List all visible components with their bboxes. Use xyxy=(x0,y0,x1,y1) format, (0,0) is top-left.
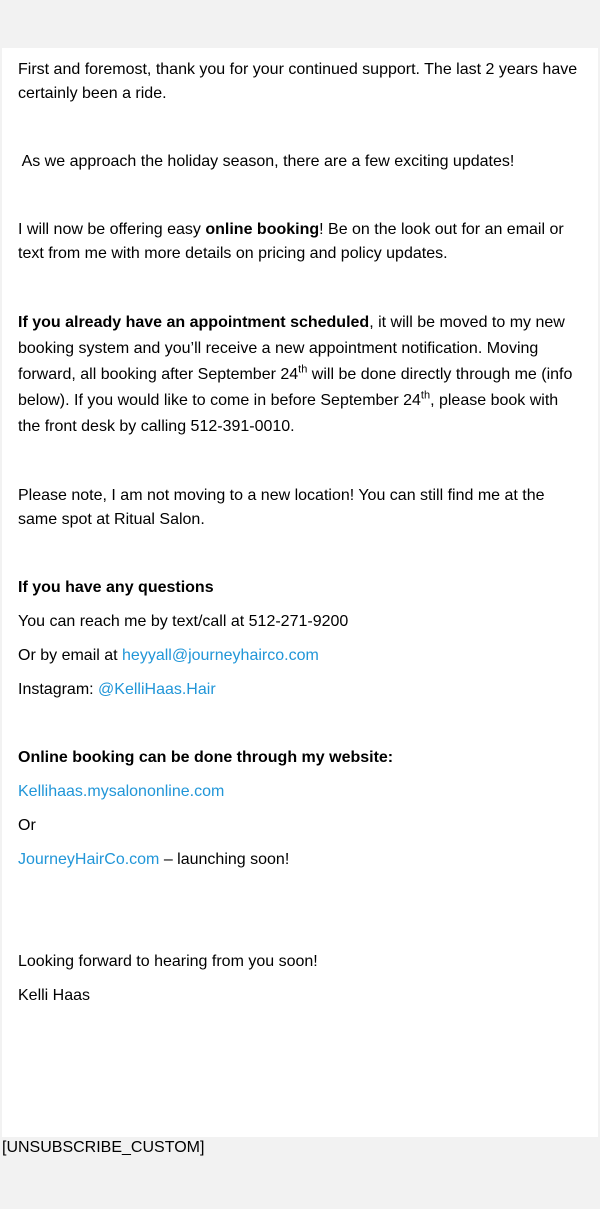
spacer xyxy=(18,532,578,576)
booking-site2-link[interactable]: JourneyHairCo.com xyxy=(18,851,160,868)
spacer xyxy=(18,804,578,814)
booking-site2-line xyxy=(18,848,578,872)
spacer xyxy=(18,600,578,610)
spacer xyxy=(18,702,578,746)
email-body xyxy=(2,48,598,1137)
closing-line: Looking forward to hearing from you soon! xyxy=(18,953,318,970)
spacer xyxy=(18,266,578,310)
appointment-text-1: , it will be moved to my new booking system and you’ll receive a new appointment notification. Moving forward, all booking after September 24 xyxy=(18,314,565,383)
spacer xyxy=(18,106,578,150)
booking-site-link[interactable]: Kellihaas.mysalononline.com xyxy=(18,783,225,800)
email-link[interactable]: heyyall@journeyhairco.com xyxy=(122,647,319,664)
instagram-line xyxy=(18,678,578,702)
questions-heading: If you have any questions xyxy=(18,579,214,596)
appointment-paragraph xyxy=(18,310,578,440)
online-booking-bold: online booking xyxy=(205,221,320,238)
spacer xyxy=(18,974,578,984)
signature: Kelli Haas xyxy=(18,987,91,1004)
booking-site2-suffix: – launching soon! xyxy=(159,851,290,868)
spacer xyxy=(18,174,578,218)
online-booking-paragraph xyxy=(18,218,578,266)
location-paragraph: Please note, I am not moving to a new location! You can still find me at the same spot at Ritual Salon. xyxy=(18,487,545,528)
instagram-prefix: Instagram: xyxy=(18,681,99,698)
spacer xyxy=(18,872,578,950)
holiday-paragraph: As we approach the holiday season, there are a few exciting updates! xyxy=(18,153,515,170)
or-text: Or xyxy=(18,817,36,834)
booking-site-line xyxy=(18,780,578,804)
superscript-th: th xyxy=(298,363,308,376)
spacer xyxy=(18,838,578,848)
spacer xyxy=(18,770,578,780)
online-booking-post: ! Be on the look out for an email or text from me with more details on pricing and policy updates. xyxy=(18,221,564,262)
appointment-text-2: will be done directly through me (info below). If you would like to come in before September 24 xyxy=(18,366,573,409)
booking-heading: Online booking can be done through my website: xyxy=(18,749,394,766)
appointment-bold: If you already have an appointment scheduled xyxy=(18,314,370,331)
instagram-link[interactable]: @KelliHaas.Hair xyxy=(98,681,216,698)
email-content xyxy=(18,58,578,1008)
appointment-text-3: , please book with the front desk by calling 512-391-0010. xyxy=(18,392,559,435)
email-line xyxy=(18,644,578,668)
email-prefix: Or by email at xyxy=(18,647,123,664)
spacer xyxy=(18,634,578,644)
unsubscribe-link[interactable]: [UNSUBSCRIBE_CUSTOM] xyxy=(2,1139,205,1156)
intro-paragraph: First and foremost, thank you for your continued support. The last 2 years have certainly been a ride. xyxy=(18,61,578,102)
superscript-th: th xyxy=(420,389,431,402)
spacer xyxy=(18,440,578,484)
spacer xyxy=(18,668,578,678)
phone-line: You can reach me by text/call at 512-271-9200 xyxy=(18,613,349,630)
online-booking-pre: I will now be offering easy xyxy=(18,221,206,238)
